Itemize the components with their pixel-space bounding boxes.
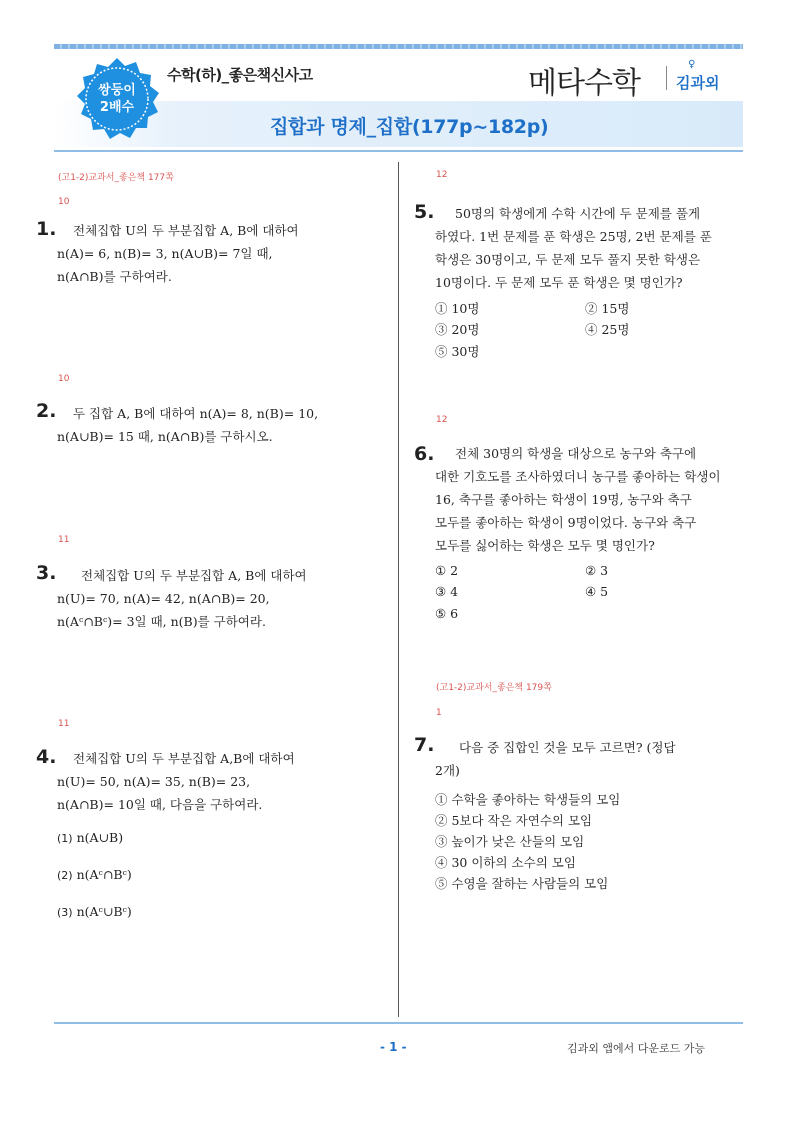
question-2-text <box>57 402 362 448</box>
question-6-text <box>435 442 740 557</box>
badge-line-2: 2배수 <box>99 100 135 115</box>
question-line: 하였다. 1번 문제를 푼 학생은 25명, 2번 문제를 푼 <box>435 229 712 244</box>
question-number: 7. <box>414 734 435 756</box>
twin-badge <box>74 56 160 142</box>
answer-choice: ③ 20명 <box>435 322 480 337</box>
footer-line <box>54 1022 743 1024</box>
answer-choice: ④ 30 이하의 소수의 모임 <box>435 855 576 870</box>
sub-question-expr: n(Aᶜ∪Bᶜ) <box>76 904 132 919</box>
question-number: 6. <box>414 443 435 465</box>
document-title: 집합과 명제_집합(177p~182p) <box>270 116 549 138</box>
question-line: 전체 30명의 학생을 대상으로 농구와 축구에 <box>455 446 697 461</box>
question-line: 다음 중 집합인 것을 모두 고르면? (정답 <box>459 740 676 755</box>
top-decor-bar <box>54 44 743 49</box>
question-line: n(U)= 50, n(A)= 35, n(B)= 23, <box>57 774 251 789</box>
question-line: n(A∩B)를 구하여라. <box>57 269 172 284</box>
person-icon: ♀ <box>688 59 696 70</box>
answer-choice: ① 수학을 좋아하는 학생들의 모임 <box>435 792 621 807</box>
question-tag: 12 <box>436 415 448 425</box>
question-line: 전체집합 U의 두 부분집합 A, B에 대하여 <box>81 568 307 583</box>
question-line: 10명이다. 두 문제 모두 푼 학생은 몇 명인가? <box>435 275 683 290</box>
question-3-text <box>57 564 362 633</box>
question-number: 4. <box>36 746 57 768</box>
sub-question <box>57 867 132 882</box>
brand-sub-logo: 김과외 <box>676 74 720 92</box>
download-note: 김과외 앱에서 다운로드 가능 <box>567 1042 706 1055</box>
sub-question-label: (1) <box>57 832 73 845</box>
question-number: 1. <box>36 218 57 240</box>
question-line: 50명의 학생에게 수학 시간에 두 문제를 풀게 <box>455 206 701 221</box>
question-line: 전체집합 U의 두 부분집합 A, B에 대하여 <box>73 223 299 238</box>
question-tag: 12 <box>436 170 448 180</box>
title-underline <box>54 150 743 152</box>
answer-choice: ② 3 <box>585 563 609 578</box>
question-line: n(A∩B)= 10일 때, 다음을 구하여라. <box>57 797 263 812</box>
question-tag: 10 <box>58 197 70 207</box>
source-label: (고1-2)교과서_좋은책 177쪽 <box>58 173 174 183</box>
brand-logo: 메타수학 <box>528 66 640 101</box>
sub-question <box>57 904 132 919</box>
question-number: 3. <box>36 562 57 584</box>
answer-choice: ⑤ 수영을 잘하는 사람들의 모임 <box>435 876 609 891</box>
question-tag: 11 <box>58 535 70 545</box>
question-line: n(Aᶜ∩Bᶜ)= 3일 때, n(B)를 구하여라. <box>57 614 266 629</box>
question-line: n(U)= 70, n(A)= 42, n(A∩B)= 20, <box>57 591 270 606</box>
answer-choice: ④ 25명 <box>585 322 630 337</box>
question-tag: 11 <box>58 719 70 729</box>
question-tag: 1 <box>436 708 442 718</box>
question-line: 모두를 싫어하는 학생은 모두 몇 명인가? <box>435 538 655 553</box>
answer-choice: ⑤ 6 <box>435 606 459 621</box>
answer-choice: ③ 4 <box>435 584 459 599</box>
sub-question-expr: n(A∪B) <box>76 830 124 845</box>
question-line: n(A∪B)= 15 때, n(A∩B)를 구하시오. <box>57 429 273 444</box>
question-tag: 10 <box>58 374 70 384</box>
question-line: 대한 기호도를 조사하였더니 농구를 좋아하는 학생이 <box>435 469 721 484</box>
sub-question-label: (2) <box>57 869 73 882</box>
page-number: - 1 - <box>380 1040 407 1054</box>
source-label: (고1-2)교과서_좋은책 179쪽 <box>436 683 552 693</box>
subject-label: 수학(하)_좋은책신사고 <box>167 66 313 84</box>
badge-line-1: 쌍둥이 <box>98 83 136 98</box>
column-divider <box>398 162 399 1017</box>
question-line: 2개) <box>435 763 460 778</box>
brand-divider <box>666 66 667 90</box>
sub-question-expr: n(Aᶜ∩Bᶜ) <box>76 867 132 882</box>
answer-choice: ① 10명 <box>435 301 480 316</box>
answer-choice: ① 2 <box>435 563 459 578</box>
question-number: 2. <box>36 400 57 422</box>
question-line: 전체집합 U의 두 부분집합 A,B에 대하여 <box>73 751 295 766</box>
question-number: 5. <box>414 201 435 223</box>
answer-choice: ③ 높이가 낮은 산들의 모임 <box>435 834 585 849</box>
answer-choice: ② 15명 <box>585 301 630 316</box>
question-1-text <box>57 219 362 288</box>
question-7-text <box>435 736 740 782</box>
answer-choice: ② 5보다 작은 자연수의 모임 <box>435 813 593 828</box>
question-line: 모두를 좋아하는 학생이 9명이었다. 농구와 축구 <box>435 515 697 530</box>
question-line: 16, 축구를 좋아하는 학생이 19명, 농구와 축구 <box>435 492 692 507</box>
sub-question-label: (3) <box>57 906 73 919</box>
question-4-text <box>57 747 362 816</box>
answer-choice: ④ 5 <box>585 584 609 599</box>
question-line: 학생은 30명이고, 두 문제 모두 풀지 못한 학생은 <box>435 252 701 267</box>
question-line: 두 집합 A, B에 대하여 n(A)= 8, n(B)= 10, <box>73 406 319 421</box>
question-line: n(A)= 6, n(B)= 3, n(A∪B)= 7일 때, <box>57 246 273 261</box>
question-5-text <box>435 202 740 294</box>
sub-question <box>57 830 123 845</box>
answer-choice: ⑤ 30명 <box>435 344 480 359</box>
